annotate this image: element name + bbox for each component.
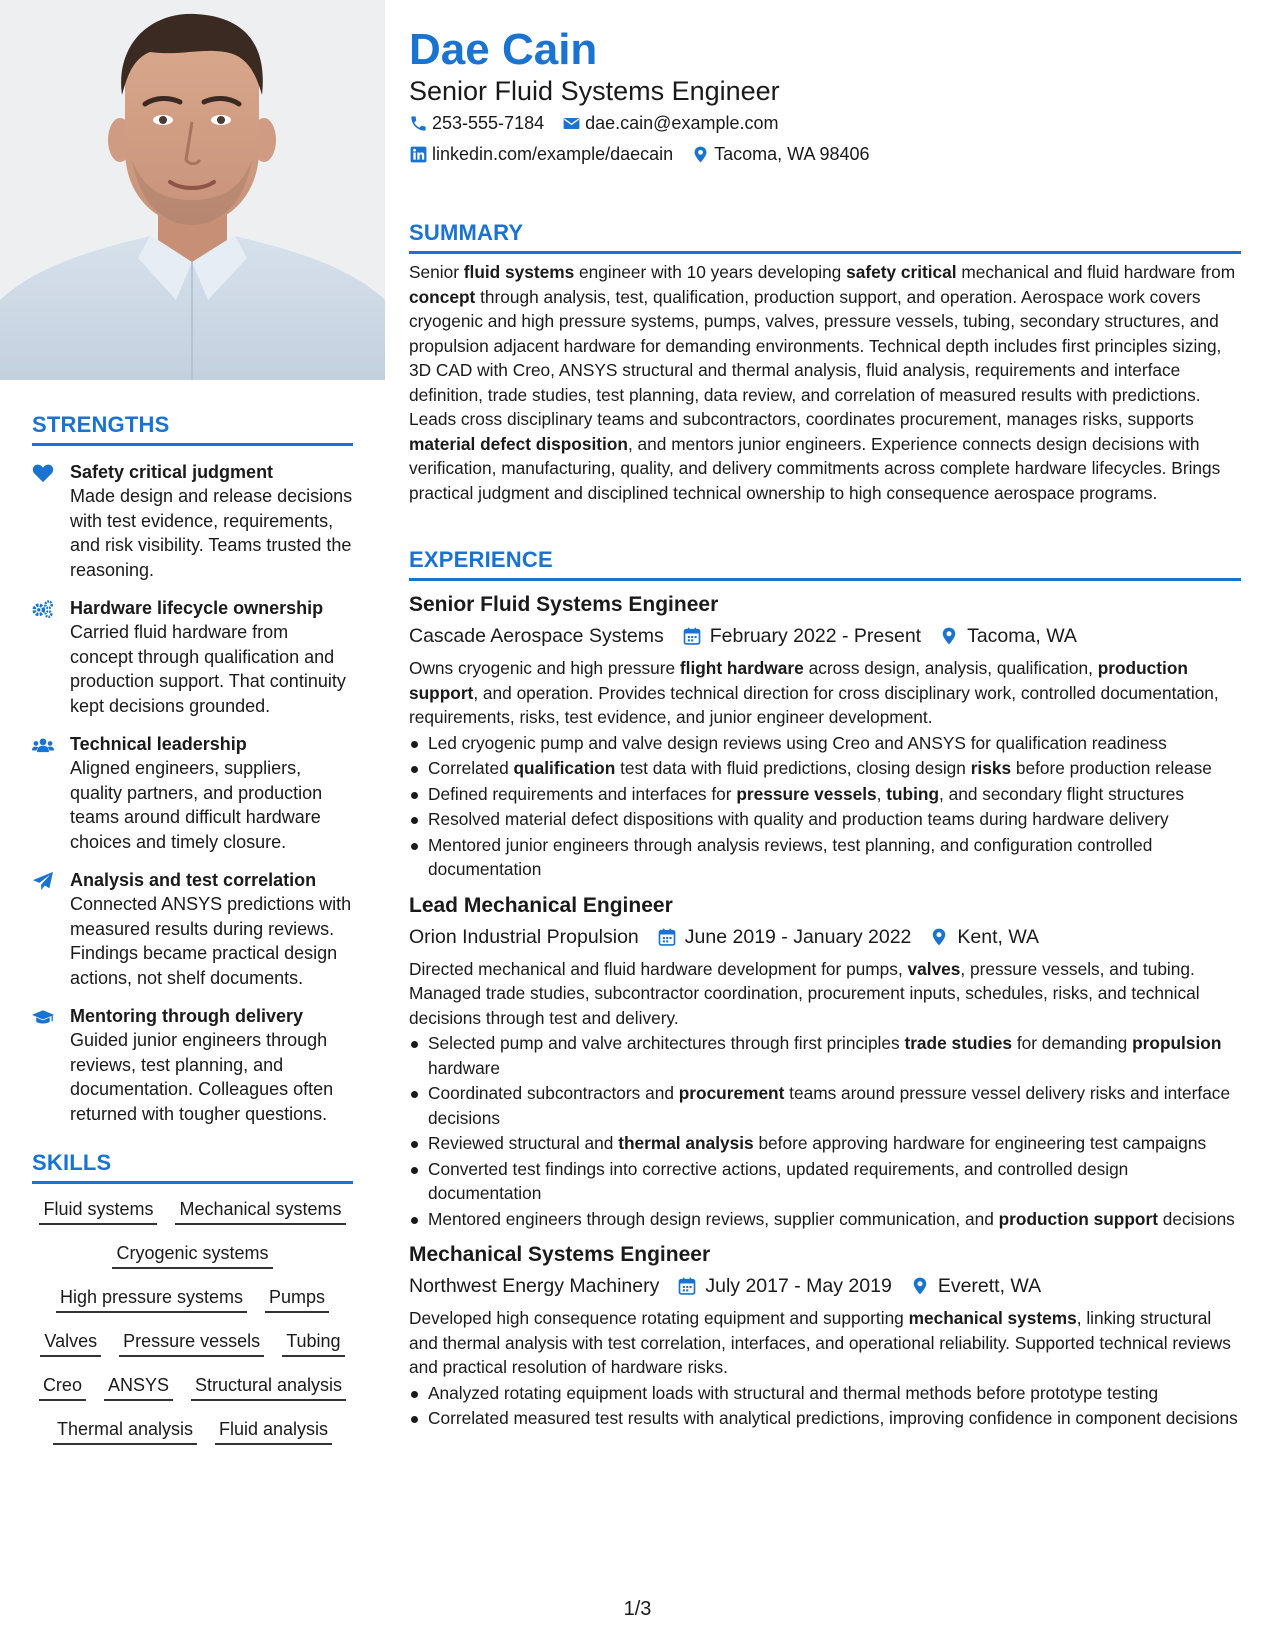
job-title: Lead Mechanical Engineer xyxy=(409,893,673,917)
bullet-item: Selected pump and valve architectures through first principles trade studies for demanding propulsion hardware xyxy=(409,1031,1241,1080)
bullet-item: Analyzed rotating equipment loads with structural and thermal methods before prototype testing xyxy=(409,1381,1241,1406)
job-entry xyxy=(409,1241,1241,1431)
summary-rule xyxy=(409,251,1241,254)
job-description: Directed mechanical and fluid hardware development for pumps, valves, pressure vessels, and tubing. Managed trade studies, subcontractor coordination, procurement inputs, schedules, risks, and technical decisions through test and delivery. xyxy=(409,958,1200,1028)
job-dates xyxy=(682,622,921,650)
job-dates xyxy=(677,1272,891,1300)
map-pin-icon xyxy=(910,1276,930,1296)
skills-rule xyxy=(32,1181,353,1184)
skill-tag: Valves xyxy=(40,1330,101,1357)
strength-desc: Made design and release decisions with test evidence, requirements, and risk visibility. Teams trusted the reasoning. xyxy=(70,486,353,580)
job-dates-text: June 2019 - January 2022 xyxy=(684,925,912,948)
strength-desc: Aligned engineers, suppliers, quality partners, and production teams around difficult hardware choices and timely closure. xyxy=(70,758,323,852)
strength-item xyxy=(32,732,353,854)
strength-desc: Carried fluid hardware from concept through qualification and production support. That continuity kept decisions grounded. xyxy=(70,622,346,716)
skill-tag: Mechanical systems xyxy=(175,1198,345,1225)
bullet-item: Led cryogenic pump and valve design reviews using Creo and ANSYS for qualification readiness xyxy=(409,731,1241,756)
bullet-item: Coordinated subcontractors and procurement teams around pressure vessel delivery risks and interface decisions xyxy=(409,1081,1241,1130)
strength-title: Hardware lifecycle ownership xyxy=(70,598,324,618)
experience-heading: EXPERIENCE xyxy=(409,547,553,572)
job-description: Owns cryogenic and high pressure flight hardware across design, analysis, qualification, production support, and operation. Provides technical direction for cross disciplinary work, controlled documentation, requirements, risks, test evidence, and junior engineer development. xyxy=(409,658,1219,727)
skill-tag: Tubing xyxy=(282,1330,344,1357)
job-location xyxy=(939,622,1077,650)
job-location-text: Kent, WA xyxy=(957,925,1040,948)
job-list xyxy=(409,591,1241,1431)
bullet-item: Correlated measured test results with analytical predictions, improving confidence in component decisions xyxy=(409,1406,1241,1431)
calendar-icon xyxy=(657,927,677,947)
email-text: dae.cain@example.com xyxy=(585,113,779,133)
job-location xyxy=(929,923,1039,951)
bullet-item: Mentored junior engineers through analysis reviews, test planning, and configuration controlled documentation xyxy=(409,833,1241,882)
job-title: Mechanical Systems Engineer xyxy=(409,1243,711,1266)
page-number: 1/3 xyxy=(623,1598,652,1620)
job-location-text: Everett, WA xyxy=(937,1275,1042,1297)
job-location xyxy=(910,1272,1041,1300)
experience-rule xyxy=(409,578,1241,581)
candidate-name: Dae Cain xyxy=(409,25,598,74)
portrait-illustration xyxy=(0,0,385,380)
job-description: Developed high consequence rotating equipment and supporting mechanical systems, linking structural and thermal analysis with test correlation, interfaces, and operational reliability. Supported technical reviews and practical resolution of hardware risks. xyxy=(409,1308,1231,1377)
job-company xyxy=(409,923,639,951)
strengths-heading: STRENGTHS xyxy=(32,412,170,437)
calendar-icon xyxy=(677,1276,697,1296)
skill-tag: Fluid analysis xyxy=(215,1418,332,1445)
bullet-item: Mentored engineers through design reviews, supplier communication, and production support decisions xyxy=(409,1207,1241,1232)
email-contact[interactable] xyxy=(562,113,778,134)
contact-row xyxy=(409,144,888,165)
skill-tag: Thermal analysis xyxy=(53,1418,197,1445)
skill-tag: Creo xyxy=(39,1374,86,1401)
linkedin-icon xyxy=(409,145,428,164)
skills-list xyxy=(32,1198,353,1445)
users-icon xyxy=(32,732,70,854)
skill-tag: High pressure systems xyxy=(56,1286,247,1313)
strength-title: Safety critical judgment xyxy=(70,462,274,482)
job-meta xyxy=(409,923,1241,951)
job-entry xyxy=(409,892,1241,1232)
bullet-item: Correlated qualification test data with fluid predictions, closing design risks before production release xyxy=(409,756,1241,781)
job-meta xyxy=(409,1272,1241,1300)
strength-title: Mentoring through delivery xyxy=(70,1006,304,1026)
job-bullets xyxy=(409,1381,1241,1431)
summary-text: Senior fluid systems engineer with 10 years developing safety critical mechanical and fluid hardware from concept through analysis, test, qualification, production support, and operation. Aerospace work covers cryogenic and high pressure systems, pumps, valves, pressure vessels, tubing, secondary structures, and propulsion adjacent hardware for demanding environments. Technical depth includes first principles sizing, 3D CAD with Creo, ANSYS structural and thermal analysis, fluid analysis, requirements and interface definition, trade studies, test planning, data review, and correlation of measured results with predictions. Leads cross disciplinary teams and subcontractors, coordinates procurement, manages risks, supports material defect disposition, and mentors junior engineers. Experience connects design decisions with verification, manufacturing, quality, and delivery commitments across complete hardware lifecycles. Brings practical judgment and disciplined technical ownership to high consequence aerospace programs. xyxy=(409,262,1236,503)
strength-item xyxy=(32,460,353,582)
strength-item xyxy=(32,1004,353,1126)
company-name: Orion Industrial Propulsion xyxy=(409,925,639,948)
calendar-icon xyxy=(682,626,702,646)
job-dates-text: July 2017 - May 2019 xyxy=(705,1275,892,1297)
map-pin-icon xyxy=(691,145,710,164)
strength-desc: Connected ANSYS predictions with measured results during reviews. Findings became practical design actions, not shelf documents. xyxy=(70,894,352,988)
gears-icon xyxy=(32,596,70,718)
profile-photo xyxy=(0,0,385,380)
strength-title: Analysis and test correlation xyxy=(70,870,317,890)
heart-icon xyxy=(32,460,70,582)
strengths-rule xyxy=(32,443,353,446)
job-dates-text: February 2022 - Present xyxy=(709,625,922,647)
experience-section xyxy=(409,547,1241,1431)
strength-desc: Guided junior engineers through reviews, test planning, and documentation. Colleagues often returned with tougher questions. xyxy=(70,1030,334,1124)
linkedin-contact[interactable] xyxy=(409,144,673,165)
skills-heading: SKILLS xyxy=(32,1150,112,1175)
paper-plane-icon xyxy=(32,868,70,990)
job-title: Senior Fluid Systems Engineer xyxy=(409,593,719,616)
skill-tag: ANSYS xyxy=(104,1374,173,1401)
phone-contact[interactable] xyxy=(409,113,544,134)
strength-title: Technical leadership xyxy=(70,734,247,754)
phone-icon xyxy=(409,114,428,133)
skill-tag: Pressure vessels xyxy=(119,1330,264,1357)
company-name: Northwest Energy Machinery xyxy=(409,1275,660,1297)
job-bullets xyxy=(409,1031,1241,1231)
job-location-text: Tacoma, WA xyxy=(967,625,1077,647)
strength-item xyxy=(32,596,353,718)
job-company xyxy=(409,622,664,650)
summary-heading: SUMMARY xyxy=(409,220,524,245)
map-pin-icon xyxy=(939,626,959,646)
company-name: Cascade Aerospace Systems xyxy=(409,625,664,647)
candidate-title: Senior Fluid Systems Engineer xyxy=(409,76,780,106)
skills-section xyxy=(32,1150,353,1445)
job-bullets xyxy=(409,731,1241,882)
job-company xyxy=(409,1272,659,1300)
bullet-item: Converted test findings into corrective actions, updated requirements, and controlled design documentation xyxy=(409,1157,1241,1206)
job-dates xyxy=(657,923,912,951)
sidebar xyxy=(0,0,385,1650)
skill-tag: Fluid systems xyxy=(39,1198,157,1225)
location-contact xyxy=(691,144,869,165)
strength-item xyxy=(32,868,353,990)
bullet-item: Defined requirements and interfaces for pressure vessels, tubing, and secondary flight structures xyxy=(409,782,1241,807)
job-entry xyxy=(409,591,1241,882)
location-text: Tacoma, WA 98406 xyxy=(714,144,870,164)
summary-section xyxy=(409,220,1241,505)
skill-tag: Structural analysis xyxy=(191,1374,346,1401)
contact-row xyxy=(409,113,796,134)
skill-tag: Cryogenic systems xyxy=(112,1242,272,1269)
map-pin-icon xyxy=(929,927,949,947)
job-meta xyxy=(409,622,1241,650)
linkedin-text: linkedin.com/example/daecain xyxy=(432,144,674,164)
bullet-item: Reviewed structural and thermal analysis before approving hardware for engineering test campaigns xyxy=(409,1131,1241,1156)
phone-text: 253-555-7184 xyxy=(432,113,545,133)
envelope-icon xyxy=(562,114,581,133)
skill-tag: Pumps xyxy=(265,1286,329,1313)
bullet-item: Resolved material defect dispositions with quality and production teams during hardware delivery xyxy=(409,807,1241,832)
graduation-cap-icon xyxy=(32,1004,70,1126)
